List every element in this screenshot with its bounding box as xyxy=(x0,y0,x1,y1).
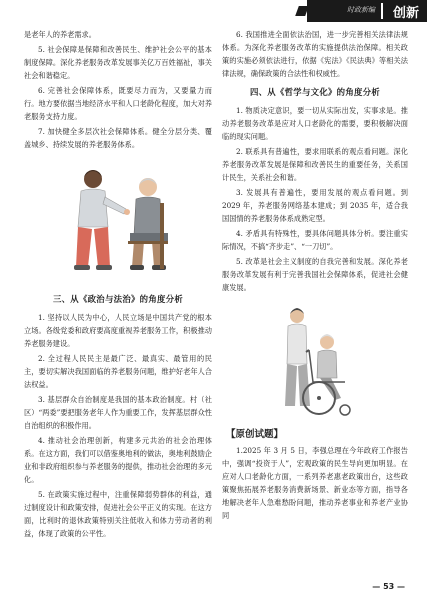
paragraph: 3. 发展具有普遍性，要用发展的观点看问题。到 2029 年，养老服务网络基本建成；到 2035 年，适合我国国情的养老服务体系成熟定型。 xyxy=(222,188,408,223)
header-tag: 时政新编 xyxy=(347,6,375,14)
original-question-heading: 【原创试题】 xyxy=(226,429,284,440)
paragraph: 1.2025 年 3 月 5 日，李强总理在今年政府工作报告中，强调“投资于人”，宏观政策的民生导向更加明显。在应对人口老龄化方面，一系列养老惠老政策出台，这些政策聚焦拓展养老服务消费新场景、新业态等方面，指导各地解决老年人急难愁盼问题，推动养老事业和养老产业协同 xyxy=(222,446,408,520)
paragraph: 4. 推动社会治理创新，构建多元共治的社会治理体系。在这方面，我们可以借鉴奥地利的做法，奥地利鼓励企业和非政府组织参与养老服务的提供，推动社会治理的多元化。 xyxy=(24,436,212,484)
paragraph: 1. 坚持以人民为中心，人民立场是中国共产党的根本立场。各级党委和政府要高度重视养老服务工作，积极推动养老服务建设。 xyxy=(24,313,212,348)
paragraph: 5. 在政策实施过程中，注重保障弱势群体的利益，通过制度设计和政策安排，促进社会公平正义的实现。在这方面，比利时的退休政策特别关注低收入和体力劳动者的利益，体现了政策的公平性。 xyxy=(24,490,212,538)
paragraph: 4. 矛盾具有特殊性，要具体问题具体分析。要注重实际情况，不搞“齐步走”、“一刀切”。 xyxy=(222,229,408,251)
paragraph: 5. 社会保障是保障和改善民生、维护社会公平的基本制度保障。深化养老服务改革发展事关亿万百姓福祉，事关社会和谐稳定。 xyxy=(24,45,212,80)
right-column xyxy=(222,28,408,524)
header-title: 创新 xyxy=(392,6,419,21)
section-heading: 四、从《哲学与文化》的角度分析 xyxy=(249,87,381,97)
header-bar xyxy=(307,0,427,22)
paragraph: 6. 完善社会保障体系，既要尽力而为，又要量力而行。地方要依据当地经济水平和人口老龄化程度，加大对养老服务支持力度。 xyxy=(24,86,212,121)
page-number: — 53 — xyxy=(372,582,405,591)
paragraph: 7. 加快健全多层次社会保障体系。健全分层分类、覆盖城乡、持续发展的养老服务体系。 xyxy=(24,127,212,149)
section-heading: 三、从《政治与法治》的角度分析 xyxy=(52,294,184,304)
paragraph: 2. 全过程人民民主是最广泛、最真实、最管用的民主，要切实解决我国面临的养老服务问题，维护好老年人合法权益。 xyxy=(24,354,212,389)
header-separator xyxy=(381,3,383,19)
caregiver-elderly-illustration xyxy=(48,157,188,287)
paragraph: 6. 我国推进全面依法治国，进一步完善相关法律法规体系。为深化养老服务改革的实施提供法治保障。相关政策的实施必须依法进行，依据《宪法》《民法典》等相关法律法规，确保政策的合法性和权威性。 xyxy=(222,30,408,78)
paragraph: 5. 改革是社会主义制度的自我完善和发展。深化养老服务改革发展有利于完善我国社会保障体系，促进社会健康发展。 xyxy=(222,257,408,292)
paragraph: 2. 联系具有普遍性，要求用联系的观点看问题。深化养老服务改革发展是保障和改善民生的重要任务，关系国计民生，关系社会和谐。 xyxy=(222,147,408,182)
elderly-wheelchair-illustration xyxy=(265,302,365,422)
paragraph: 是老年人的养老需求。 xyxy=(24,30,96,39)
paragraph: 1. 物质决定意识，要一切从实际出发，实事求是。推动养老服务改革是应对人口老龄化的需要，要积极解决面临的现实问题。 xyxy=(222,106,408,141)
paragraph: 3. 基层群众自治制度是我国的基本政治制度。村（社区）“两委”要把服务老年人作为重要工作，发挥基层群众性自治组织的积极作用。 xyxy=(24,395,212,430)
page-header xyxy=(0,0,427,22)
left-column xyxy=(24,28,212,542)
